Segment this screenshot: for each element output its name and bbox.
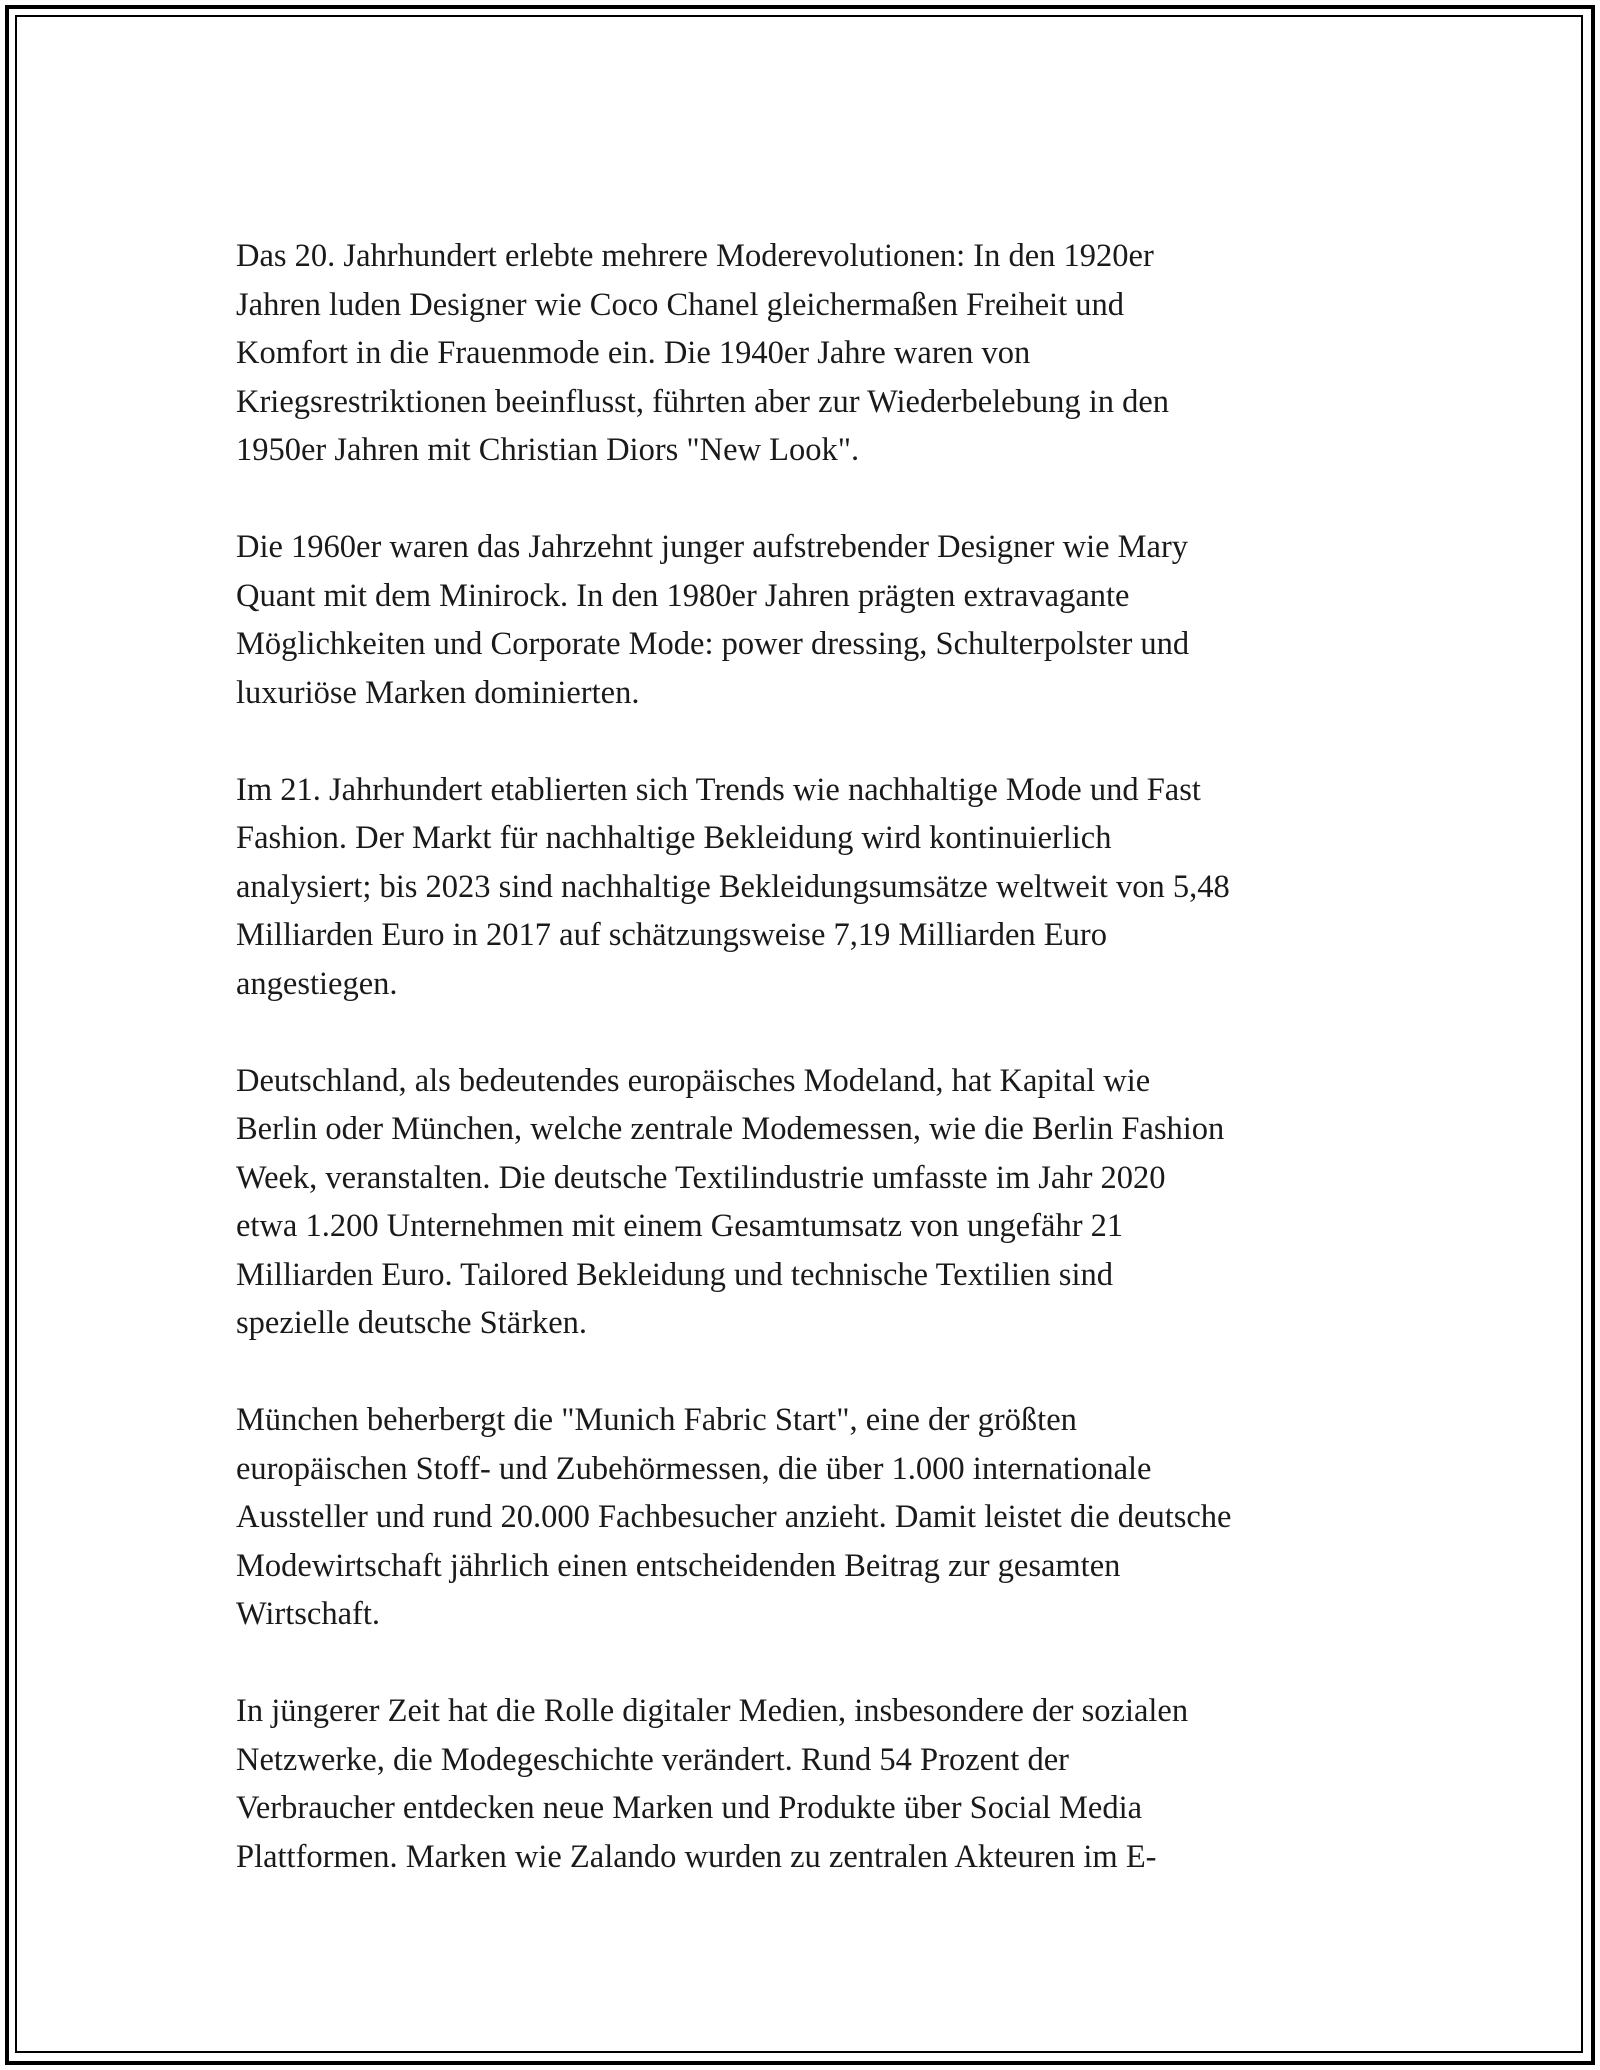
paragraph-3: Im 21. Jahrhundert etablierten sich Trends wie nachhaltige Mode und Fast Fashion. Der Markt für nachhaltige Bekleidung wird kontinuierlich analysiert; bis 2023 sind nachhaltige Bekleidungsumsätze weltweit von 5,48 Milliarden Euro in 2017 auf schätzungsweise 7,19 Milliarden Euro angestiegen. bbox=[236, 771, 1230, 1002]
paragraph-6: In jüngerer Zeit hat die Rolle digitaler Medien, insbesondere der sozialen Netzwerke, die Modegeschichte verändert. Rund 54 Prozent der Verbraucher entdecken neue Marken und Produkte über Social Media Plattformen. Marken wie Zalando wurden zu zentralen Akteuren im E- bbox=[236, 1693, 1189, 1875]
paragraph-4: Deutschland, als bedeutendes europäisches Modeland, hat Kapital wie Berlin oder München, welche zentrale Modemessen, wie die Berlin Fashion Week, veranstalten. Die deutsche Textilindustrie umfasste im Jahr 2020 etwa 1.200 Unternehmen mit einem Gesamtumsatz von ungefähr 21 Milliarden Euro. Tailored Bekleidung und technische Textilien sind spezielle deutsche Stärken. bbox=[236, 1062, 1225, 1341]
document-body bbox=[236, 232, 1386, 1930]
paragraph-5: München beherbergt die "Munich Fabric Start", eine der größten europäischen Stoff- und Zubehörmessen, die über 1.000 internationale Aussteller und rund 20.000 Fachbesucher anzieht. Damit leistet die deutsche Modewirtschaft jährlich einen entscheidenden Beitrag zur gesamten Wirtschaft. bbox=[236, 1402, 1232, 1632]
paragraph-2: Die 1960er waren das Jahrzehnt junger aufstrebender Designer wie Mary Quant mit dem Minirock. In den 1980er Jahren prägten extravagante Möglichkeiten und Corporate Mode: power dressing, Schulterpolster und luxuriöse Marken dominierten. bbox=[236, 529, 1190, 711]
paragraph-1: Das 20. Jahrhundert erlebte mehrere Moderevolutionen: In den 1920er Jahren luden Designer wie Coco Chanel gleichermaßen Freiheit und Komfort in die Frauenmode ein. Die 1940er Jahre waren von Kriegsrestriktionen beeinflusst, führten aber zur Wiederbelebung in den 1950er Jahren mit Christian Diors "New Look". bbox=[236, 238, 1170, 468]
